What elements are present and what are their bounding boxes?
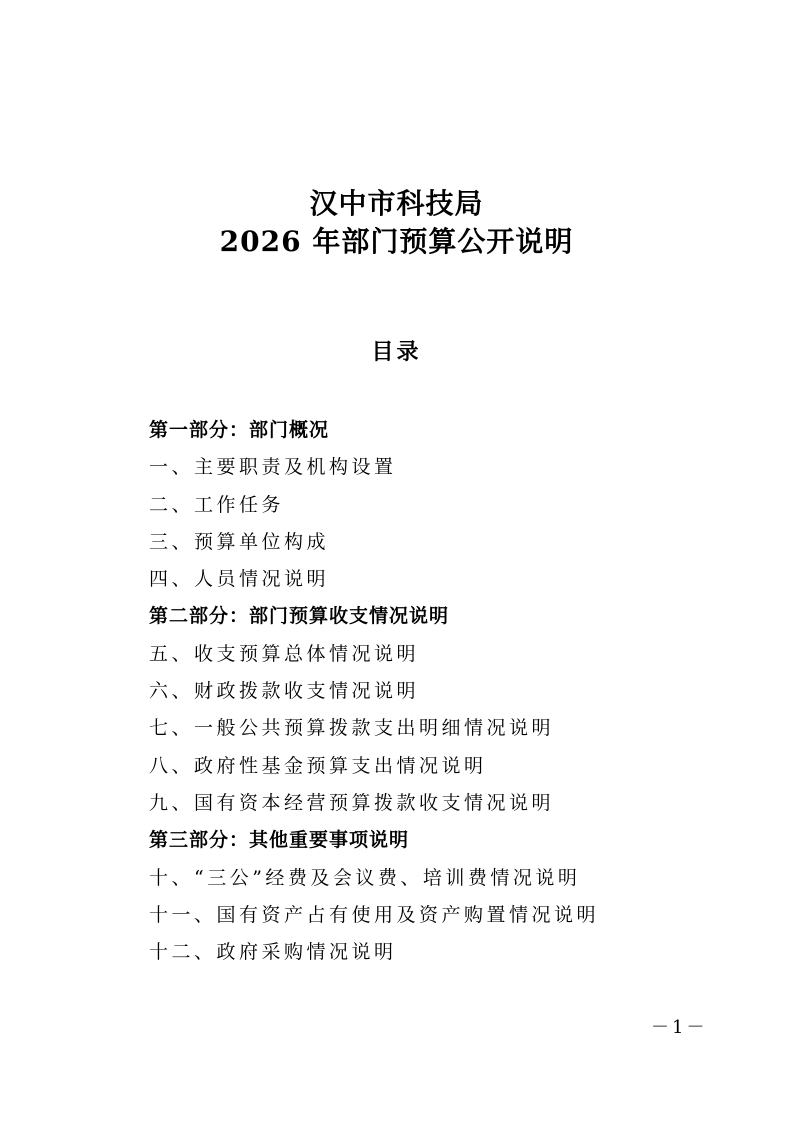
- toc-item-10: 十、“三公”经费及会议费、培训费情况说明: [149, 866, 581, 889]
- table-of-contents: [149, 412, 599, 971]
- toc-part-3: 第三部分：其他重要事项说明: [149, 829, 410, 852]
- toc-item-4: 四、人员情况说明: [149, 568, 330, 591]
- toc-part-1: 第一部分：部门概况: [149, 419, 330, 441]
- document-title-line-2: 2026 年部门预算公开说明: [219, 225, 574, 258]
- document-title-line-1: 汉中市科技局: [309, 187, 484, 220]
- toc-item-9: 九、国有资本经营预算拨款收支情况说明: [149, 791, 555, 814]
- toc-item-12: 十二、政府采购情况说明: [149, 941, 397, 964]
- toc-item-7: 七、一般公共预算拨款支出明细情况说明: [149, 717, 555, 740]
- toc-item-6: 六、财政拨款收支情况说明: [149, 680, 420, 703]
- toc-item-1: 一、主要职责及机构设置: [149, 456, 397, 479]
- page-number: －1－: [651, 1017, 708, 1038]
- toc-part-2: 第二部分：部门预算收支情况说明: [149, 605, 450, 628]
- toc-item-2: 二、工作任务: [149, 493, 285, 516]
- toc-heading: 目录: [371, 340, 422, 365]
- toc-item-8: 八、政府性基金预算支出情况说明: [149, 754, 487, 777]
- toc-item-11: 十一、国有资产占有使用及资产购置情况说明: [149, 903, 600, 926]
- toc-item-3: 三、预算单位构成: [149, 530, 330, 553]
- toc-item-5: 五、收支预算总体情况说明: [149, 642, 420, 665]
